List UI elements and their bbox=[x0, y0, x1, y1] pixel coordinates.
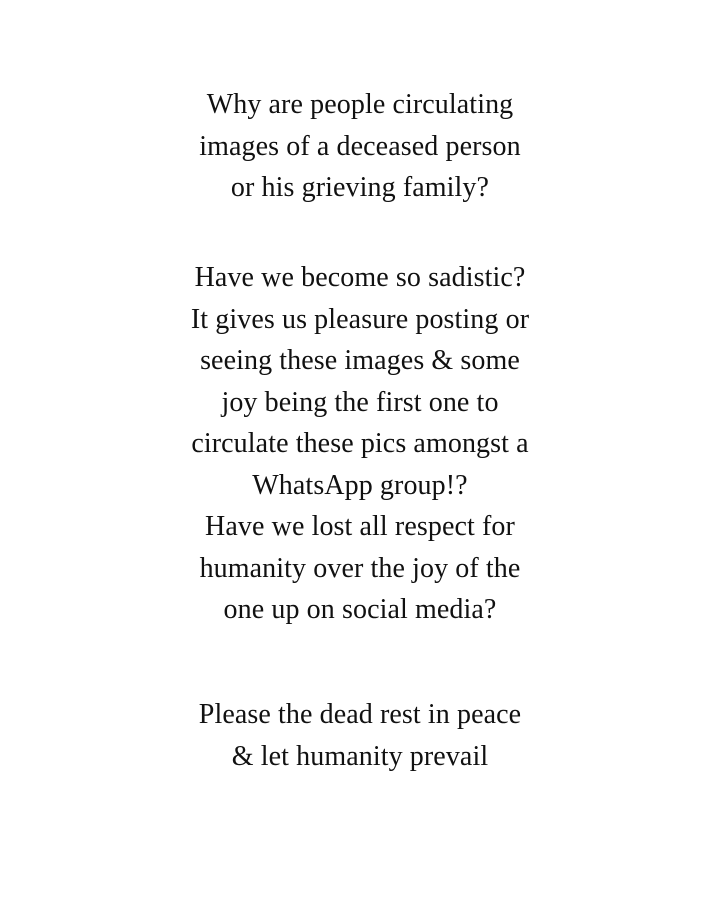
paragraph-reflection bbox=[0, 257, 720, 631]
text-line: circulate these pics amongst a bbox=[191, 428, 529, 459]
text-line: WhatsApp group!? bbox=[252, 469, 468, 501]
text-line: Why are people circulating bbox=[206, 89, 514, 120]
text-line: joy being the first one to bbox=[221, 386, 499, 418]
text-line: seeing these images & some bbox=[200, 345, 520, 376]
text-line: It gives us pleasure posting or bbox=[190, 303, 530, 335]
text-line: Have we lost all respect for bbox=[205, 511, 515, 542]
text-line: Have we become so sadistic? bbox=[194, 262, 526, 293]
text-line: or his grieving family? bbox=[230, 172, 490, 203]
paragraph-question bbox=[0, 84, 720, 209]
text-line: images of a deceased person bbox=[199, 130, 521, 162]
text-line: humanity over the joy of the bbox=[199, 552, 521, 584]
text-line: & let humanity prevail bbox=[231, 740, 489, 772]
text-line: Please the dead rest in peace bbox=[198, 699, 522, 730]
text-line: one up on social media? bbox=[223, 594, 497, 625]
paragraph-closing bbox=[0, 694, 720, 777]
